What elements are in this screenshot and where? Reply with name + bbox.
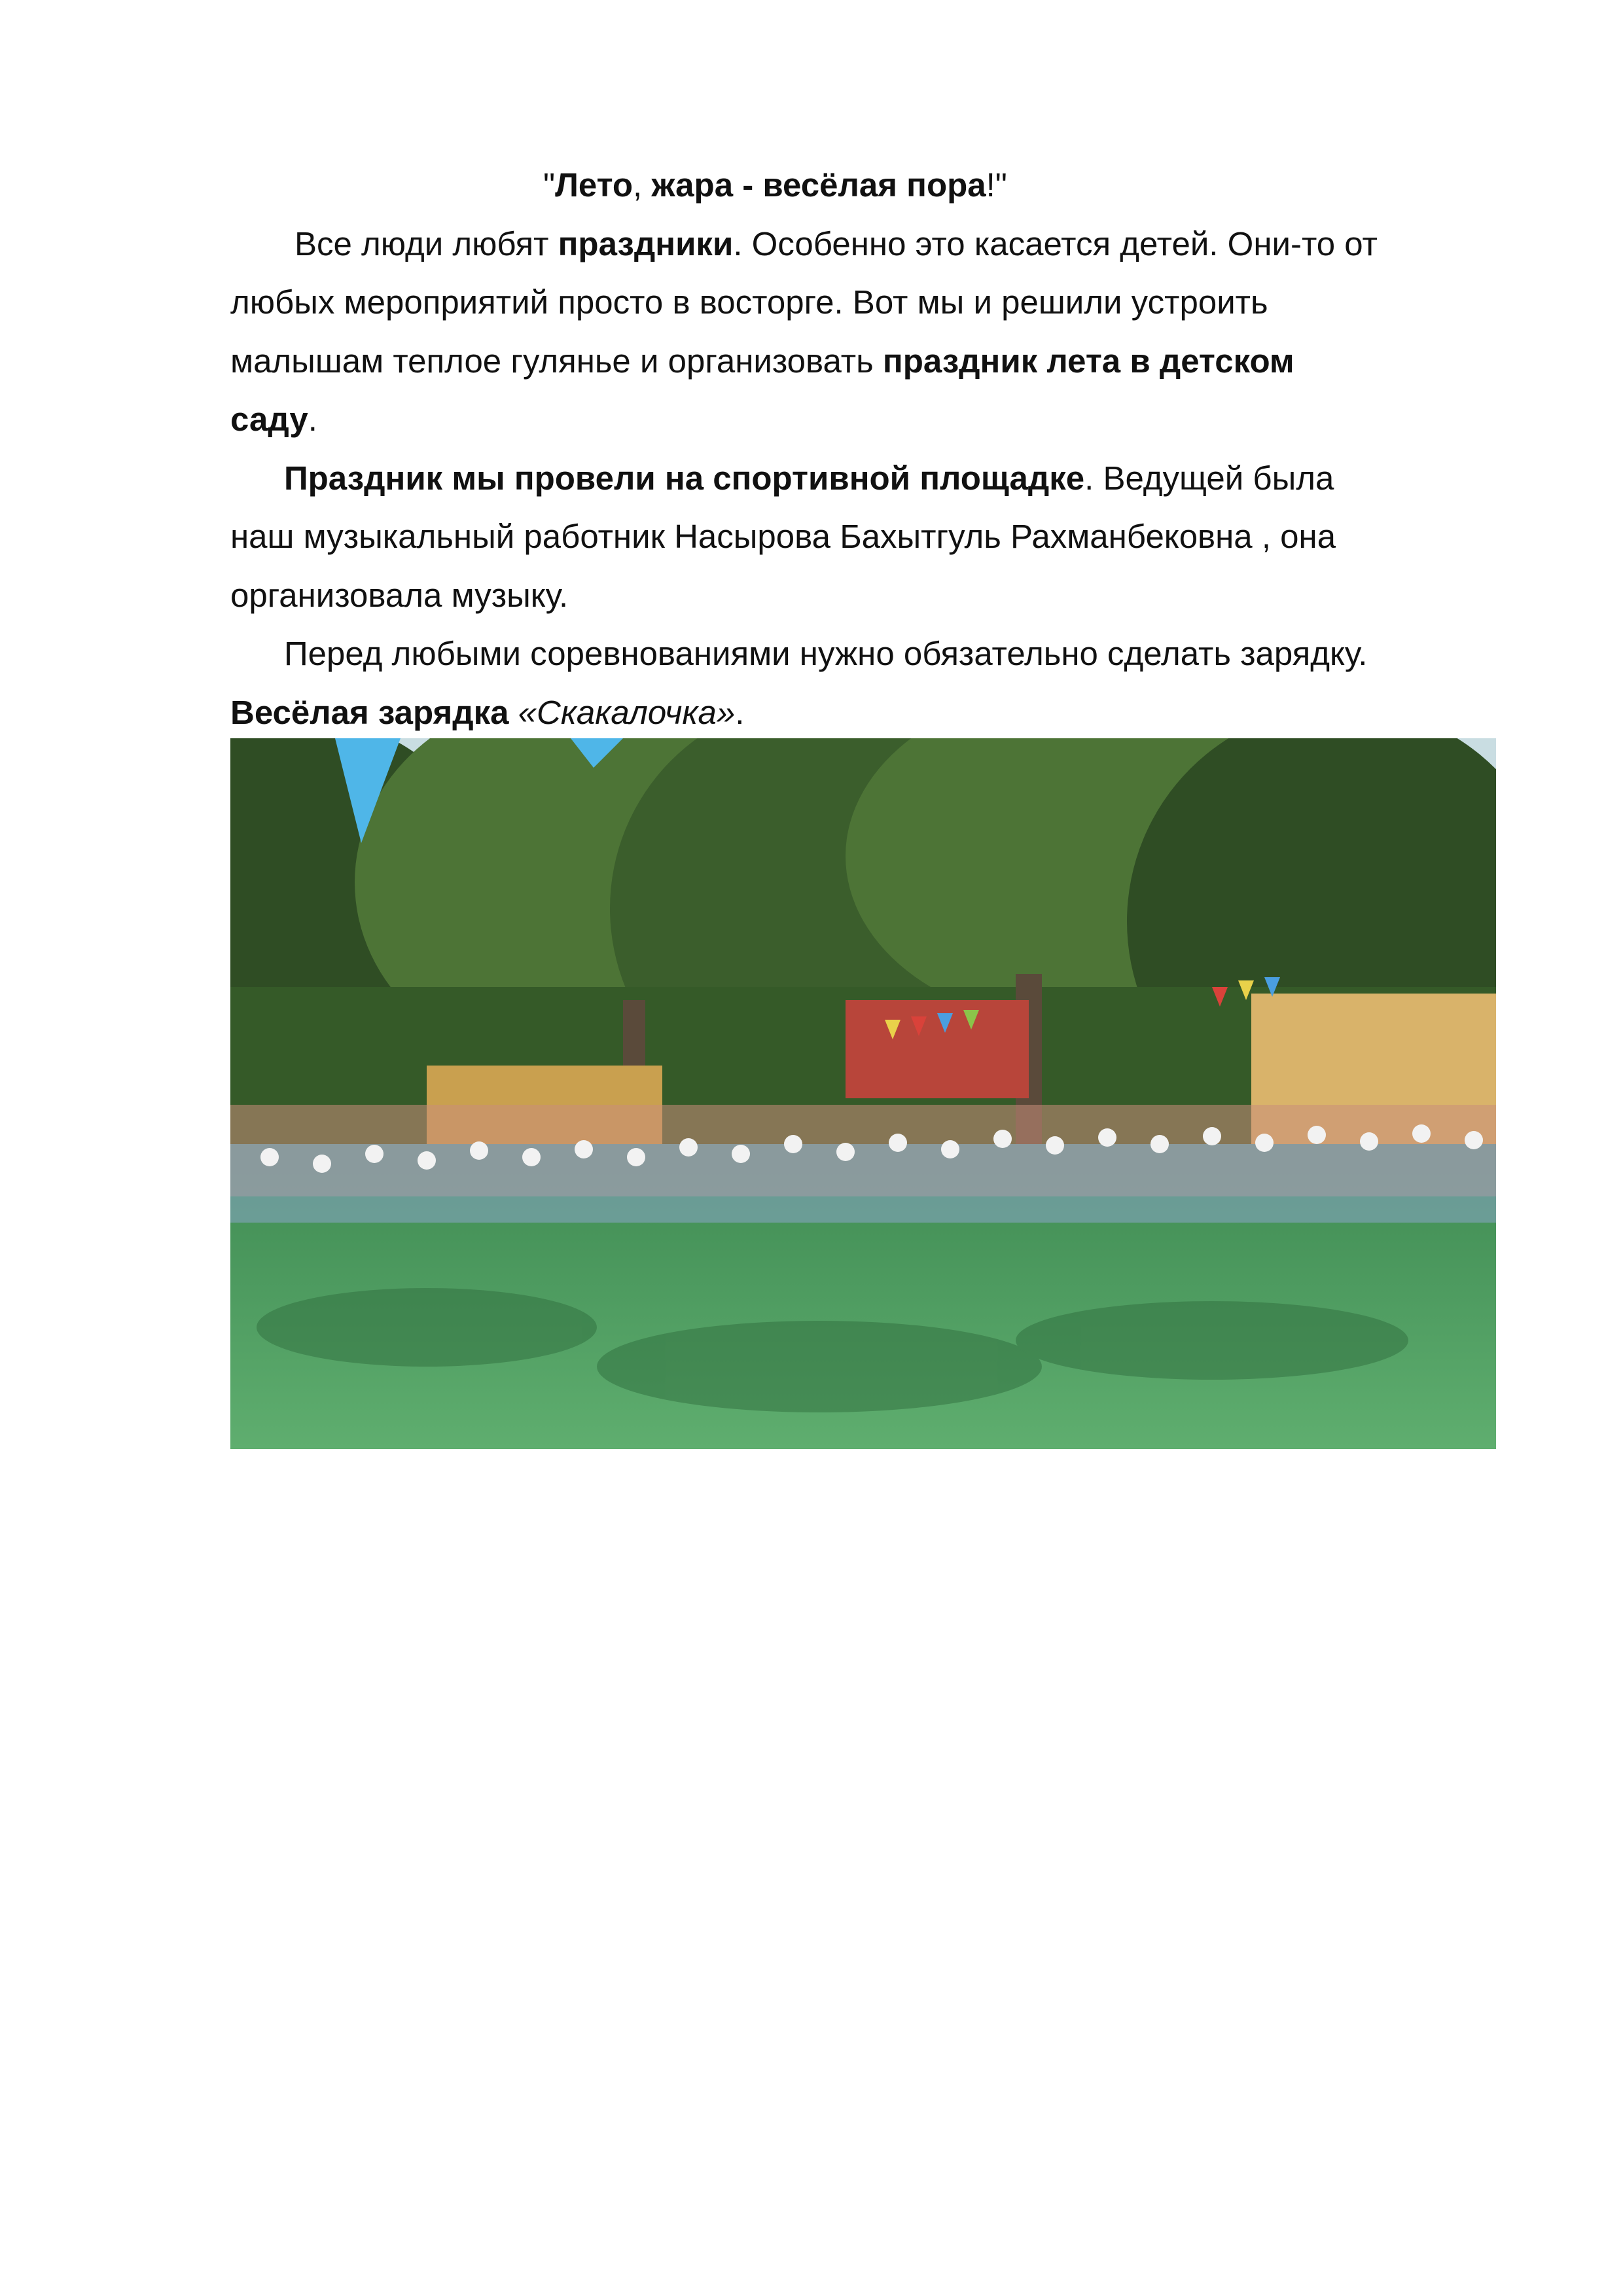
p1-l3-start: малышам теплое гулянье и организовать (230, 342, 883, 380)
event-photo (230, 738, 1496, 1449)
title-close: !" (986, 166, 1007, 204)
p3-l2-italic: «Скакалочка» (518, 693, 736, 731)
p1-line2: любых мероприятий просто в восторге. Вот мы и решили устроить (230, 283, 1268, 321)
p1-line1 (230, 215, 1507, 274)
p2-l1-bold: Праздник мы провели на спортивной площадке (284, 459, 1085, 497)
p3-line1: Перед любыми соревнованиями нужно обязательно сделать зарядку. (284, 635, 1368, 672)
p1-l4-bold: саду (230, 401, 308, 438)
title-comma: , (633, 166, 643, 204)
p3-line2 (230, 683, 1507, 742)
title-quote: " (543, 166, 556, 204)
document-title (230, 156, 1507, 215)
p2-l1-end: . Ведущей была (1084, 459, 1334, 497)
p2-line3: организовала музыку. (230, 576, 569, 614)
title-word-leto: Лето (555, 166, 633, 204)
p1-l1-start: Все люди любят (294, 224, 558, 262)
p3-l2-space (508, 694, 518, 731)
p2-line2: наш музыкальный работник Насырова Бахытгуль Рахманбековна , она (230, 518, 1336, 555)
p1-l3-bold: праздник лета в детском (882, 342, 1294, 380)
title-rest: жара - весёлая пора (651, 166, 986, 204)
p1-l4-end: . (308, 401, 317, 438)
p1-l1-bold: праздники (558, 224, 734, 262)
children-crowd (230, 1105, 1496, 1223)
document-text (230, 156, 1507, 742)
p3-l2-end: . (735, 693, 745, 731)
p1-line4 (230, 390, 1507, 449)
p1-line3 (230, 332, 1507, 391)
p2-line1 (230, 449, 1507, 508)
p3-l2-bold: Весёлая зарядка (230, 693, 509, 731)
p1-l1-end: . Особенно это касается детей. Они-то от (733, 224, 1378, 262)
